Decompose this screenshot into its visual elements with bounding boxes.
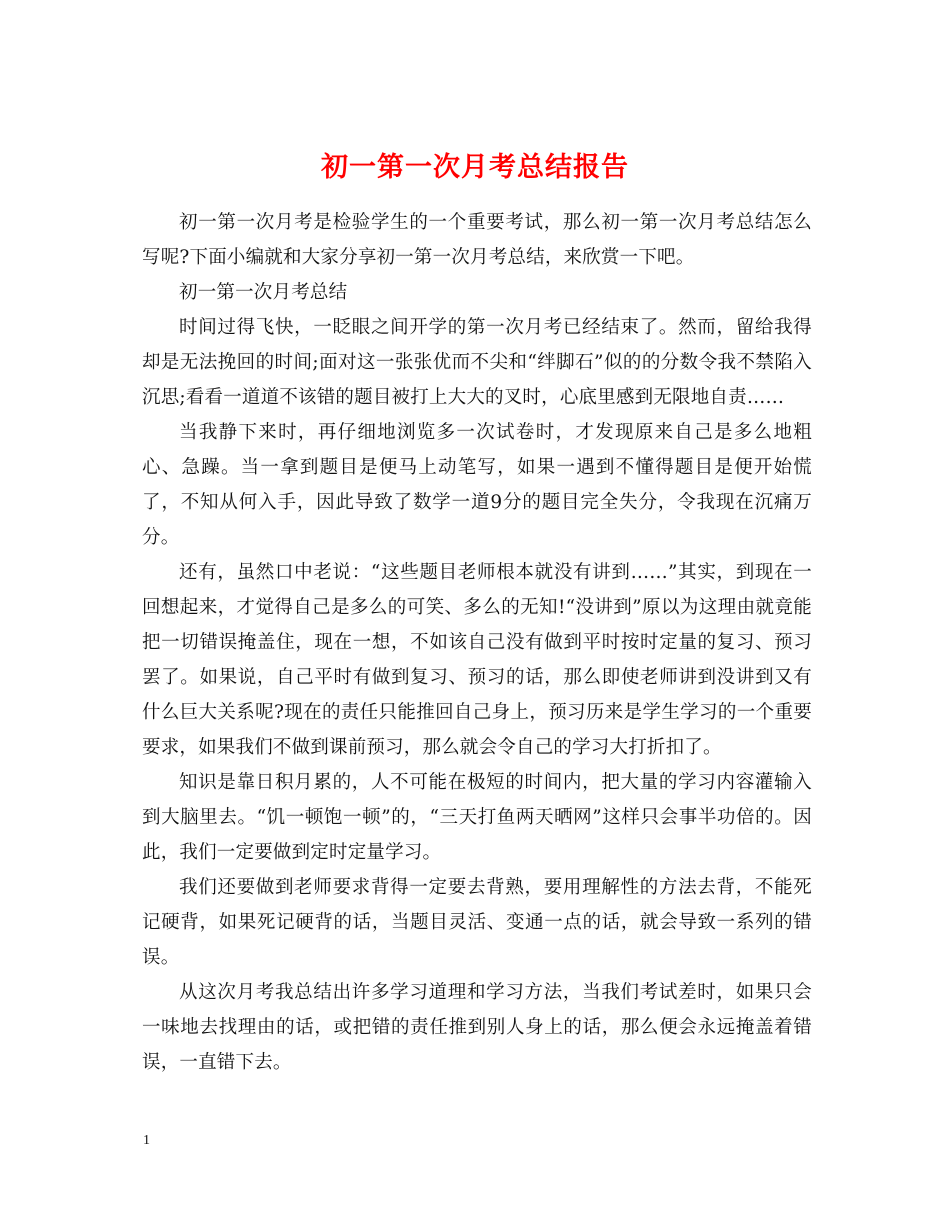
paragraph: 从这次月考我总结出许多学习道理和学习方法，当我们考试差时，如果只会一味地去找理由的话，或把错的责任推到别人身上的话，那么便会永远掩盖着错误，一直错下去。 xyxy=(142,982,812,1073)
paragraph-subheading: 初一第一次月考总结 xyxy=(179,282,348,303)
paragraph: 我们还要做到老师要求背得一定要去背熟，要用理解性的方法去背，不能死记硬背，如果死记硬背的话，当题目灵活、变通一点的话，就会导致一系列的错误。 xyxy=(142,877,812,968)
document-body xyxy=(142,205,812,1080)
page-number: 1 xyxy=(143,1133,150,1148)
paragraph: 时间过得飞快，一眨眼之间开学的第一次月考已经结束了。然而，留给我得却是无法挽回的时间;面对这一张张优而不尖和“绊脚石”似的的分数令我不禁陷入沉思;看看一道道不该错的题目被打上大大的叉时，心底里感到无限地自责…… xyxy=(142,317,812,408)
document-title: 初一第一次月考总结报告 xyxy=(321,152,629,184)
paragraph-intro: 初一第一次月考是检验学生的一个重要考试，那么初一第一次月考总结怎么写呢?下面小编就和大家分享初一第一次月考总结，来欣赏一下吧。 xyxy=(142,212,812,268)
paragraph: 当我静下来时，再仔细地浏览多一次试卷时，才发现原来自己是多么地粗心、急躁。当一拿到题目是便马上动笔写，如果一遇到不懂得题目是便开始慌了，不知从何入手，因此导致了数学一道9分的题目完全失分，令我现在沉痛万分。 xyxy=(142,422,812,548)
paragraph: 知识是靠日积月累的，人不可能在极短的时间内，把大量的学习内容灌输入到大脑里去。“饥一顿饱一顿”的，“三天打鱼两天晒网”这样只会事半功倍的。因此，我们一定要做到定时定量学习。 xyxy=(142,772,812,863)
paragraph: 还有，虽然口中老说：“这些题目老师根本就没有讲到……”其实，到现在一回想起来，才觉得自己是多么的可笑、多么的无知!“没讲到”原以为这理由就竟能把一切错误掩盖住，现在一想，不如该自己没有做到平时按时定量的复习、预习罢了。如果说，自己平时有做到复习、预习的话，那么即使老师讲到没讲到又有什么巨大关系呢?现在的责任只能推回自己身上，预习历来是学生学习的一个重要要求，如果我们不做到课前预习，那么就会令自己的学习大打折扣了。 xyxy=(142,562,812,758)
